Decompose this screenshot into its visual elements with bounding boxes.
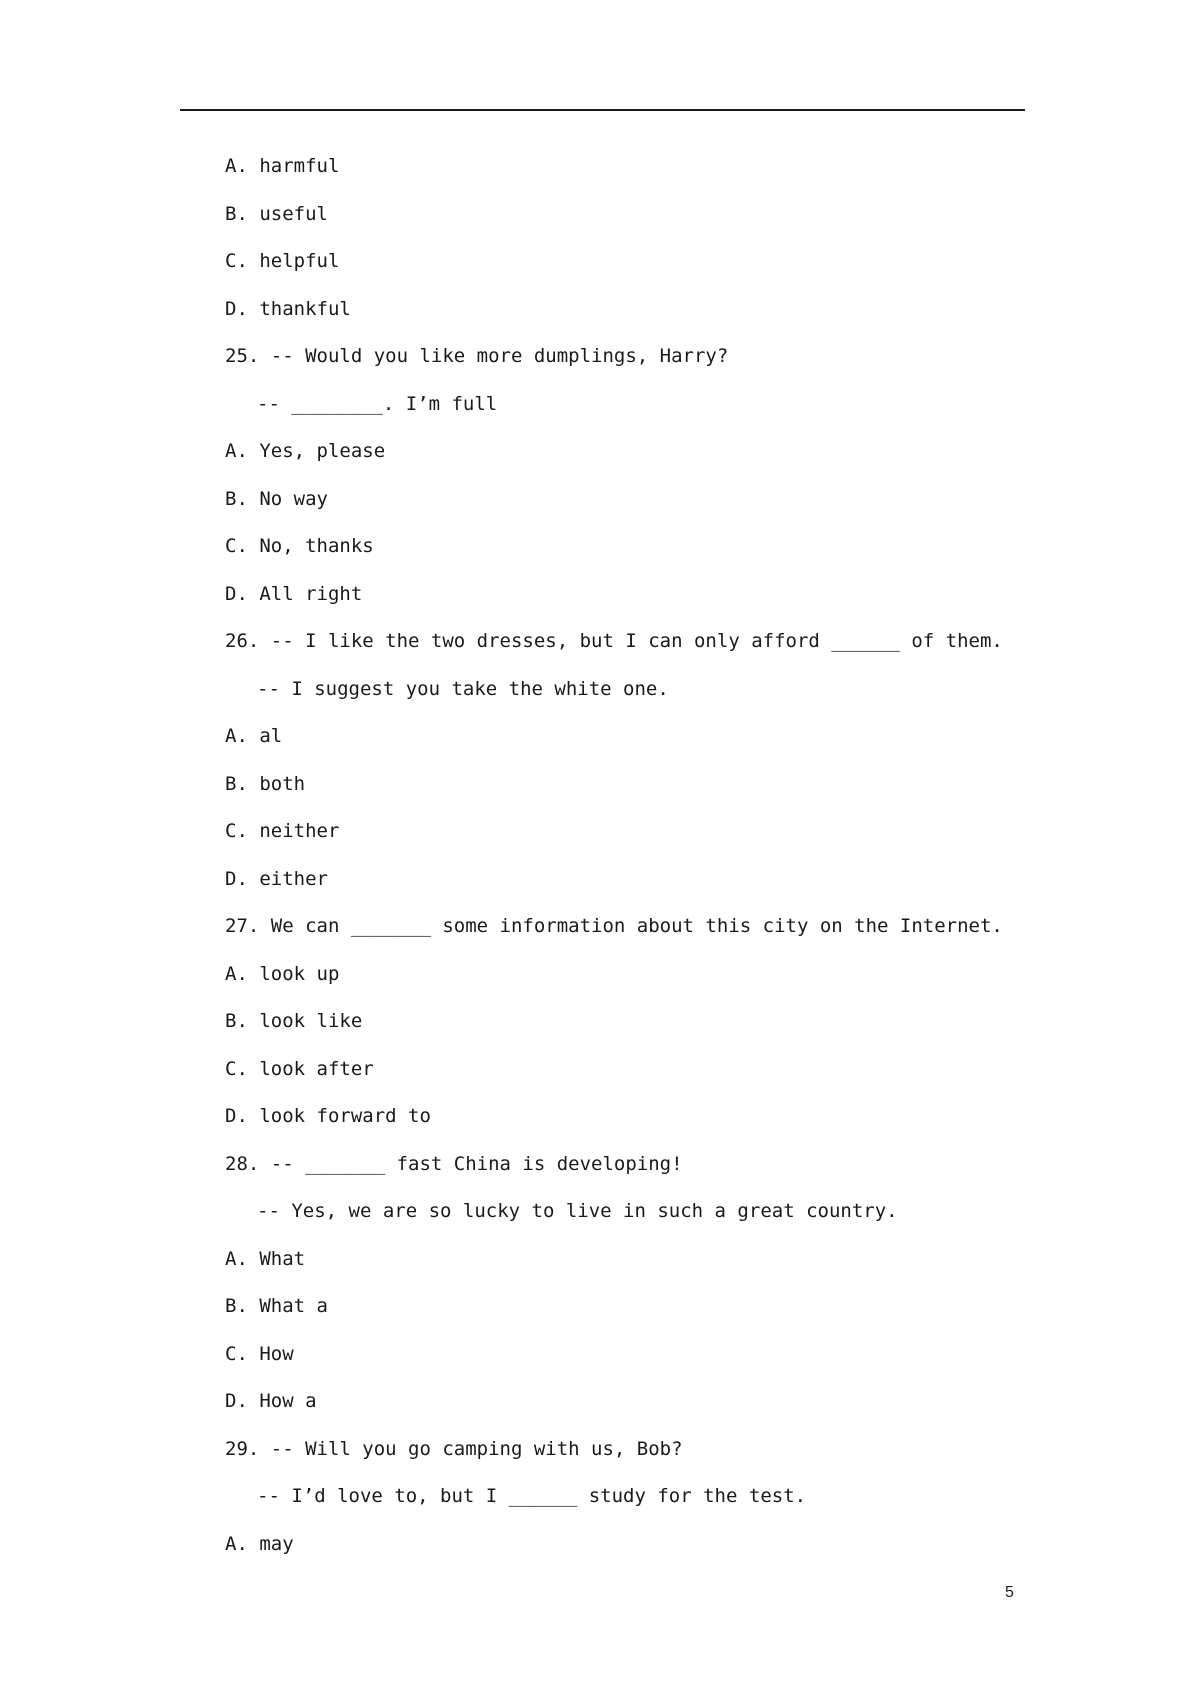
document-line: A. harmful bbox=[225, 155, 340, 177]
document-line: 28. -- _______ fast China is developing! bbox=[225, 1152, 683, 1175]
document-line: -- I suggest you take the white one. bbox=[257, 677, 669, 700]
document-line: B. look like bbox=[225, 1010, 363, 1032]
document-line: C. look after bbox=[225, 1057, 374, 1080]
document-line: 29. -- Will you go camping with us, Bob? bbox=[225, 1437, 683, 1460]
document-line: 25. -- Would you like more dumplings, Harry? bbox=[225, 345, 729, 367]
document-line: A. look up bbox=[225, 962, 340, 985]
document-line: C. neither bbox=[225, 820, 340, 842]
document-line: B. No way bbox=[225, 487, 328, 510]
header-rule bbox=[180, 109, 1025, 111]
document-line: A. al bbox=[225, 725, 283, 747]
document-line: B. both bbox=[225, 772, 306, 795]
document-line: A. Yes, please bbox=[225, 440, 386, 462]
document-line: B. What a bbox=[225, 1295, 328, 1317]
document-line: C. How bbox=[225, 1342, 294, 1365]
document-line: A. What bbox=[225, 1247, 306, 1270]
document-line: -- Yes, we are so lucky to live in such a great country. bbox=[257, 1200, 898, 1222]
document-line: D. How a bbox=[225, 1390, 317, 1412]
document-body bbox=[225, 155, 1025, 1580]
document-line: D. look forward to bbox=[225, 1105, 431, 1127]
document-line: C. No, thanks bbox=[225, 535, 374, 557]
document-line: 27. We can _______ some information about this city on the Internet. bbox=[225, 915, 1003, 937]
document-line: A. may bbox=[225, 1532, 294, 1555]
document-line: D. All right bbox=[225, 582, 363, 605]
document-line: B. useful bbox=[225, 202, 328, 225]
document-line: -- I’d love to, but I ______ study for the test. bbox=[257, 1485, 807, 1507]
document-line: 26. -- I like the two dresses, but I can only afford ______ of them. bbox=[225, 630, 1003, 652]
document-line: C. helpful bbox=[225, 250, 340, 272]
document-line: -- ________. I’m full bbox=[257, 392, 498, 415]
page-number: 5 bbox=[1005, 1584, 1014, 1601]
document-line: D. thankful bbox=[225, 297, 351, 320]
document-line: D. either bbox=[225, 867, 328, 890]
